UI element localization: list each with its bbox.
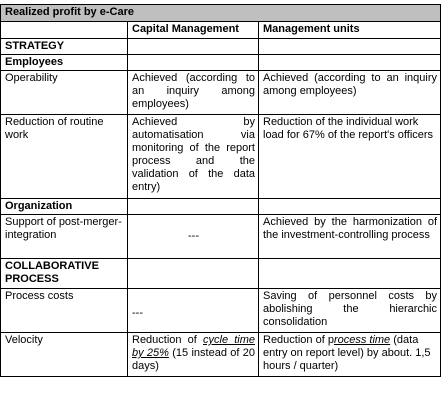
row-velocity-capital bbox=[128, 333, 259, 377]
table-row-reduction-routine-work bbox=[1, 115, 441, 199]
table-row-operability bbox=[1, 71, 441, 115]
row-support-units: Achieved by the harmonization of the investment-controlling process bbox=[259, 215, 441, 259]
row-velocity-units-pre: Reduction of p bbox=[263, 334, 334, 346]
row-support-label: Support of post-merger-integration bbox=[1, 215, 128, 259]
table-header-row bbox=[1, 22, 441, 39]
row-velocity-units-post: (data entry on report level) by about. 1,5 hours / quarter) bbox=[263, 334, 431, 372]
realized-profit-table bbox=[0, 4, 441, 377]
row-operability-label: Operability bbox=[1, 71, 128, 115]
row-reduction-units: Reduction of the individual work load for 67% of the report's officers bbox=[259, 115, 441, 199]
section-collaborative-label bbox=[1, 259, 128, 289]
section-row-organization bbox=[1, 199, 441, 215]
row-reduction-label: Reduction of routine work bbox=[1, 115, 128, 199]
header-capital-management: Capital Management bbox=[128, 22, 259, 39]
header-management-units: Management units bbox=[259, 22, 441, 39]
section-collaborative-line1: COLLABORATIVE bbox=[5, 260, 99, 272]
table-title-row bbox=[1, 5, 441, 22]
row-operability-capital: Achieved (according to an inquiry among employees) bbox=[128, 71, 259, 115]
section-organization-empty-capital bbox=[128, 199, 259, 215]
table-row-process-costs bbox=[1, 289, 441, 333]
row-velocity-capital-pre: Reduction of bbox=[132, 334, 203, 346]
section-row-collaborative-process bbox=[1, 259, 441, 289]
row-velocity-label: Velocity bbox=[1, 333, 128, 377]
section-strategy-empty-capital bbox=[128, 39, 259, 55]
section-employees-label: Employees bbox=[1, 55, 128, 71]
section-strategy-empty-units bbox=[259, 39, 441, 55]
section-employees-empty-capital bbox=[128, 55, 259, 71]
section-employees-empty-units bbox=[259, 55, 441, 71]
table-row-support-post-merger bbox=[1, 215, 441, 259]
row-support-capital: --- bbox=[128, 215, 259, 259]
table-title: Realized profit by e-Care bbox=[1, 5, 441, 22]
section-collaborative-empty-units bbox=[259, 259, 441, 289]
row-velocity-units bbox=[259, 333, 441, 377]
row-velocity-capital-emphasis: cycle time by 25% bbox=[132, 334, 255, 359]
row-operability-units: Achieved (according to an inquiry among employees) bbox=[259, 71, 441, 115]
table-row-velocity bbox=[1, 333, 441, 377]
header-blank-cell bbox=[1, 22, 128, 39]
section-row-employees bbox=[1, 55, 441, 71]
section-organization-empty-units bbox=[259, 199, 441, 215]
row-velocity-capital-post: (15 instead of 20 days) bbox=[132, 347, 255, 372]
section-row-strategy bbox=[1, 39, 441, 55]
section-organization-label: Organization bbox=[1, 199, 128, 215]
row-reduction-capital: Achieved by automatisation via monitoring of the report process and the validation of the data entry) bbox=[128, 115, 259, 199]
row-process-costs-label: Process costs bbox=[1, 289, 128, 333]
section-collaborative-empty-capital bbox=[128, 259, 259, 289]
section-collaborative-line2: PROCESS bbox=[5, 273, 59, 285]
row-process-costs-capital: --- bbox=[128, 289, 259, 333]
row-velocity-units-emphasis: rocess time bbox=[333, 334, 391, 346]
section-strategy-label: STRATEGY bbox=[1, 39, 128, 55]
row-process-costs-units: Saving of personnel costs by abolishing the hierarchic consolidation bbox=[259, 289, 441, 333]
